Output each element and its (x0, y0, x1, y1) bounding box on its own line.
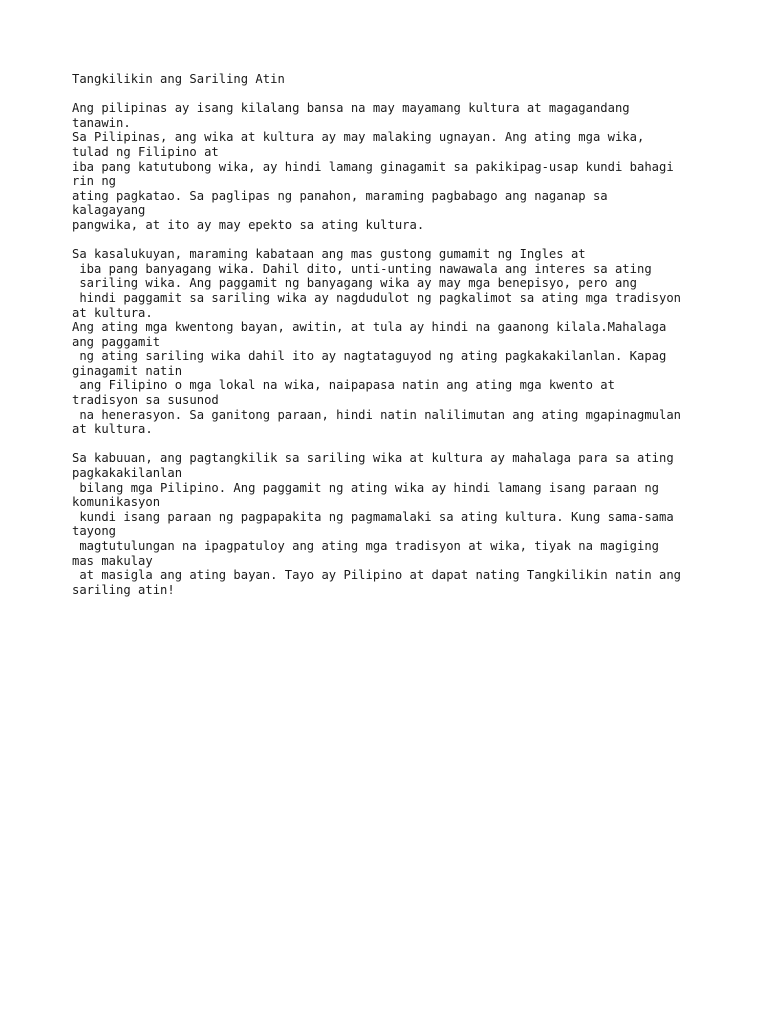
paragraph-line: Ang ating mga kwentong bayan, awitin, at tula ay hindi na gaanong kilala.Mahalaga (72, 320, 667, 335)
paragraph-line: kalagayang (72, 203, 146, 218)
paragraph-line: pangwika, at ito ay may epekto sa ating kultura. (72, 217, 425, 232)
paragraph-line: tulad ng Filipino at (72, 144, 219, 159)
paragraph-gap (72, 233, 712, 248)
paragraph-2 (72, 247, 712, 437)
paragraph-line: ang paggamit (72, 334, 161, 349)
paragraph-line: magtutulungan na ipagpatuloy ang ating mga tradisyon at wika, tiyak na magiging (72, 539, 659, 553)
paragraph-line: ginagamit natin (72, 363, 183, 378)
paragraph-line: kundi isang paraan ng pagpapakita ng pagmamalaki sa ating kultura. Kung sama-sama (72, 509, 674, 524)
paragraph-1 (72, 101, 712, 232)
paragraph-line: ating pagkatao. Sa paglipas ng panahon, maraming pagbabago ang naganap sa (72, 188, 608, 203)
paragraph-line: pagkakakilanlan (72, 466, 183, 481)
paragraph-line: komunikasyon (72, 495, 161, 510)
paragraph-line: bilang mga Pilipino. Ang paggamit ng ating wika ay hindi lamang isang paraan ng (72, 480, 659, 495)
paragraph-line: tradisyon sa susunod (72, 393, 219, 408)
paragraph-line: hindi paggamit sa sariling wika ay nagdudulot ng pagkalimot sa ating mga tradisyon (72, 290, 682, 305)
paragraph-gap (72, 437, 712, 452)
paragraph-line: rin ng (72, 174, 117, 189)
paragraph-line: iba pang banyagang wika. Dahil dito, unti-unting nawawala ang interes sa ating (72, 261, 652, 276)
paragraph-line: ng ating sariling wika dahil ito ay nagtataguyod ng ating pagkakakilanlan. Kapag (72, 349, 667, 364)
paragraph-line: Ang pilipinas ay isang kilalang bansa na may mayamang kultura at magagandang (72, 101, 630, 116)
paragraph-line: tayong (72, 524, 117, 539)
paragraph-line: Sa kasalukuyan, maraming kabataan ang mas gustong gumamit ng Ingles at (72, 247, 586, 262)
paragraph-line: sariling wika. Ang paggamit ng banyagang wika ay may mga benepisyo, pero ang (72, 276, 637, 291)
paragraph-line: iba pang katutubong wika, ay hindi lamang ginagamit sa pakikipag-usap kundi bahagi (72, 159, 674, 174)
paragraph-line: at kultura. (72, 422, 153, 437)
paragraph-line: at masigla ang ating bayan. Tayo ay Pilipino at dapat nating Tangkilikin natin ang (72, 568, 682, 583)
paragraph-line: mas makulay (72, 553, 153, 568)
document-title: Tangkilikin ang Sariling Atin (72, 72, 285, 86)
paragraph-gap (72, 87, 712, 102)
paragraph-3 (72, 451, 712, 597)
paragraph-line: Sa Pilipinas, ang wika at kultura ay may malaking ugnayan. Ang ating mga wika, (72, 130, 645, 145)
paragraph-line: ang Filipino o mga lokal na wika, naipapasa natin ang ating mga kwento at (72, 378, 615, 393)
document-body (72, 72, 712, 597)
paragraph-line: sariling atin! (72, 582, 175, 597)
paragraph-line: at kultura. (72, 305, 153, 320)
paragraph-line: Sa kabuuan, ang pagtangkilik sa sariling wika at kultura ay mahalaga para sa ating (72, 451, 674, 466)
paragraph-line: na henerasyon. Sa ganitong paraan, hindi natin nalilimutan ang ating mgapinagmulan (72, 407, 682, 422)
paragraph-line: tanawin. (72, 115, 131, 130)
